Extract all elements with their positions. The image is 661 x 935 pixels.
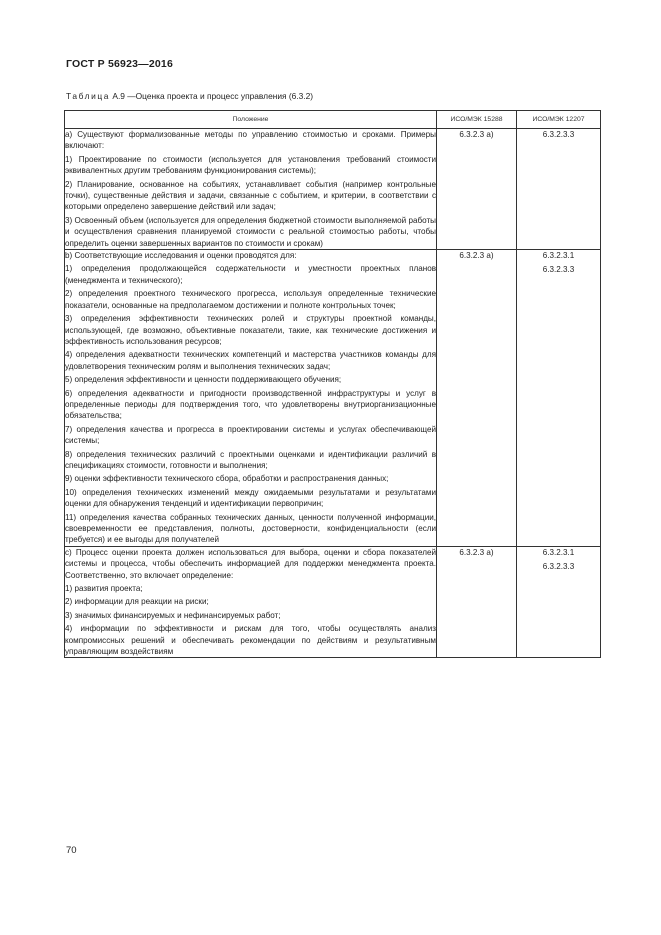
provision-paragraph: а) Существуют формализованные методы по управлению стоимостью и сроками. Примеры включают: [65,130,436,151]
clause-reference: 6.3.2.3.1 [542,547,575,557]
provision-paragraph: 1) развития проекта; [65,584,143,594]
clause-reference: 6.3.2.3.1 [542,251,575,261]
clause-reference: 6.3.2.3.3 [542,130,575,139]
provision-paragraph: 3) Освоенный объем (используется для определения бюджетной стоимости выполняемой работы и осуществления сравнения планируемой стоимости с реальной стоимостью работы, чтобы определить оценки завершенных вариантов по стоимости и срокам) [65,215,436,248]
page-number: 70 [66,845,77,856]
provision-paragraph: 3) значимых финансируемых и нефинансируемых работ; [65,610,281,620]
iso-15288-cell [437,129,517,250]
clause-reference: 6.3.2.3 а) [459,547,494,557]
iso-12207-cell [517,546,601,658]
clause-reference: 6.3.2.3.3 [542,265,575,275]
provision-paragraph: 1) определения продолжающейся содержательности и уместности проектных планов (менеджмента и технического); [65,264,436,285]
provision-paragraph: с) Процесс оценки проекта должен использоваться для выбора, оценки и сбора показателей системы и процесса, чтобы обеспечить информацией для поддержки менеджмента проекта. Соответственно, это включает определение: [65,547,436,580]
iso-12207-cell [517,129,601,250]
clause-reference: 6.3.2.3 а) [459,251,494,261]
clause-reference: 6.3.2.3 а) [459,130,494,139]
table-caption-label: Таблица [66,91,111,101]
assessment-table [64,110,601,658]
provision-paragraph: 6) определения адекватности и пригодности производственной инфраструктуры и услуг в определенные периоды для подтверждения того, что удовлетворены внутриорганизационные обязательства; [65,388,436,421]
provision-cell [65,250,437,547]
provision-paragraph: 2) определения проектного технического прогресса, используя определенные технические показатели, основанные на предполагаемом достижении и полноте контрольных точек; [65,289,436,310]
provision-paragraph: 7) определения качества и прогресса в проектировании системы и услугах обеспечивающей системы; [65,424,436,446]
table-caption [66,91,313,101]
provision-paragraph: 3) определения эффективности технических ролей и структуры проектной команды, использующей, где возможно, объективные показатели, такие, как технические достижения и эффективность использования ресурсов; [65,314,436,346]
clause-reference: 6.3.2.3.3 [542,562,575,572]
provision-paragraph: 8) определения технических различий с проектными оценками и идентификации различий в спецификациях стоимости, готовности и выполнения; [65,449,436,470]
provision-paragraph: 2) информации для реакции на риски; [65,597,209,607]
table-caption-text: А.9 —Оценка проекта и процесс управления (6.3.2) [110,91,314,101]
provision-paragraph: 11) определения качества собранных технических данных, ценности полученной информации, своевременности ее представления, полноты, достоверности, конфиденциальности (если требуется) и ее выгоды для получателей [65,512,436,545]
table-header-row [65,111,601,129]
document-code: ГОСТ Р 56923—2016 [66,58,174,70]
column-header-iso-12207: ИСО/МЭК 12207 [517,111,601,129]
iso-15288-cell [437,250,517,547]
provision-paragraph: 2) Планирование, основанное на событиях, устанавливает события (например контрольные точки), существенные действия и задачи, связанные с событием, и критерии, в соответствии с которыми определено завершение действий или задач; [65,179,436,212]
table-row [65,129,601,250]
iso-12207-cell [517,250,601,547]
provision-paragraph: 1) Проектирование по стоимости (используется для установления требований стоимости эквивалентных другим требованиям функционирования системы); [65,154,436,176]
provision-paragraph: 5) определения эффективности и ценности поддерживающего обучения; [65,375,342,385]
provision-paragraph: 4) определения адекватности технических компетенций и мастерства участников команды для удовлетворения техническим ролям и выполнения технических задач; [65,350,436,371]
iso-15288-cell [437,546,517,658]
provision-cell [65,546,437,658]
column-header-iso-15288: ИСО/МЭК 15288 [437,111,517,129]
provision-paragraph: 10) определения технических изменений между ожидаемыми результатами и результатами оценки для обнаружения тенденций и идентификации первопричин; [65,487,436,509]
provision-paragraph: b) Соответствующие исследования и оценки проводятся для: [65,251,297,261]
provision-cell [65,129,437,250]
table-row [65,250,601,547]
provision-paragraph: 9) оценки эффективности технического сбора, обработки и распространения данных; [65,474,389,484]
table-row [65,546,601,658]
provision-paragraph: 4) информации по эффективности и рискам для того, чтобы осуществлять анализ компромиссных решений и обеспечивать рекомендации по действиям и результативным управляющим воздействиям [65,624,436,657]
column-header-provision: Положение [65,111,437,129]
